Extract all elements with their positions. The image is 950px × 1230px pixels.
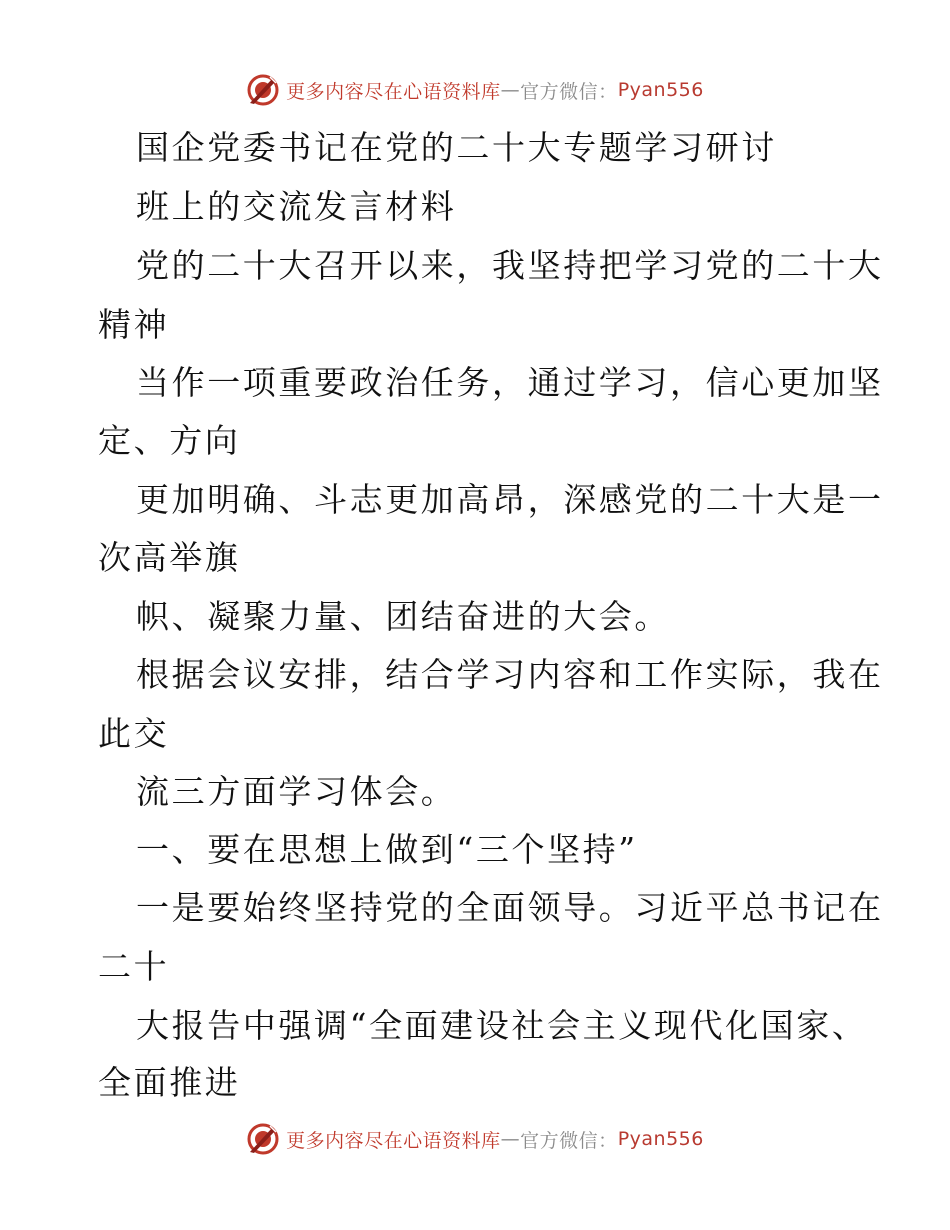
doc-section-heading: 一、要在思想上做到“三个坚持” (136, 830, 638, 869)
doc-line: 根据会议安排，结合学习内容和工作实际，我在 (136, 655, 884, 694)
quill-logo-icon (246, 73, 280, 107)
doc-line: 全面推进 (98, 1063, 241, 1102)
doc-line: 次高举旗 (98, 538, 241, 577)
doc-line: 定、方向 (98, 421, 241, 460)
doc-line: 流三方面学习体会。 (136, 772, 457, 811)
quill-logo-icon (246, 1122, 280, 1156)
doc-line: 精神 (98, 305, 170, 344)
watermark-red-text: 更多内容尽在心语资料库 (286, 1129, 501, 1152)
doc-line: 党的二十大召开以来，我坚持把学习党的二十大 (136, 246, 884, 285)
doc-line: 当作一项重要政治任务，通过学习，信心更加坚 (136, 363, 884, 402)
doc-line: 二十 (98, 947, 170, 986)
header-watermark (0, 70, 950, 110)
footer-watermark (0, 1119, 950, 1159)
watermark-id: Pyan556 (617, 79, 704, 101)
watermark-id: Pyan556 (617, 1128, 704, 1150)
doc-line: 大报告中强调“全面建设社会主义现代化国家、 (136, 1006, 868, 1045)
doc-line: 一是要始终坚持党的全面领导。习近平总书记在 (136, 888, 884, 927)
watermark-dash: — (500, 79, 521, 101)
doc-title-line-2: 班上的交流发言材料 (136, 187, 457, 226)
watermark-gray-text: 官方微信： (520, 80, 618, 103)
doc-line: 此交 (98, 714, 170, 753)
watermark-dash: — (500, 1128, 521, 1150)
doc-line: 更加明确、斗志更加高昂，深感党的二十大是一 (136, 480, 884, 519)
watermark-gray-text: 官方微信： (520, 1129, 618, 1152)
watermark-red-text: 更多内容尽在心语资料库 (286, 80, 501, 103)
doc-title-line-1: 国企党委书记在党的二十大专题学习研讨 (136, 128, 777, 167)
doc-line: 帜、凝聚力量、团结奋进的大会。 (136, 597, 670, 636)
